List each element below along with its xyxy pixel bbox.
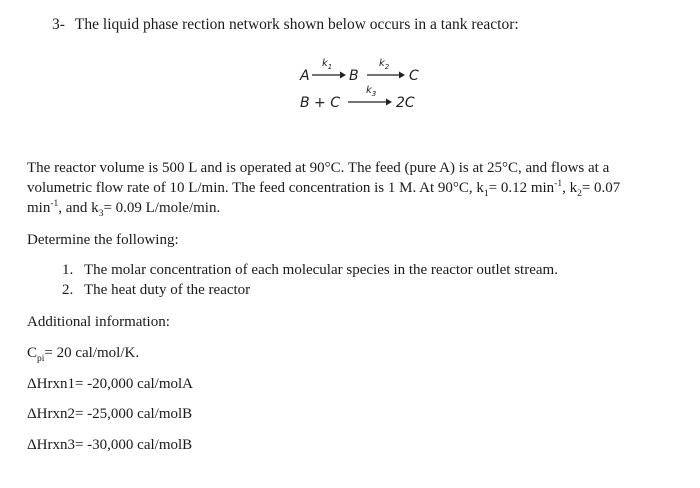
k3-sub: 3 [371, 90, 377, 98]
k3-letter: k [366, 85, 372, 96]
list-item [62, 262, 558, 282]
species-c: C [409, 68, 419, 84]
list-item-number: 2. [62, 282, 74, 298]
desc-k3-sub: 3 [98, 209, 104, 219]
description-line-1: The reactor volume is 500 L and is operated at 90°C. The feed (pure A) is at 25°C, and flows at a [27, 160, 610, 176]
desc-line2-c: , k [562, 180, 578, 196]
desc-line3-b: , and k [58, 200, 99, 216]
species-b: B [349, 68, 359, 84]
desc-line2-b: = 0.12 min [488, 180, 555, 196]
arrow-k3-icon [348, 97, 392, 107]
k1-sub: 1 [327, 63, 333, 71]
task-intro: Determine the following: [27, 232, 179, 248]
additional-title: Additional information: [27, 314, 170, 330]
arrow-k2-icon [367, 70, 405, 80]
reaction-scheme [0, 0, 700, 120]
description-line-3 [27, 198, 677, 218]
desc-k1-sub: 1 [483, 189, 489, 199]
k2-letter: k [379, 58, 385, 69]
question-heading-text: The liquid phase rection network shown below occurs in a tank reactor: [74, 16, 519, 33]
heat-capacity [27, 345, 139, 362]
reaction-2-lhs: B + C [300, 95, 341, 111]
desc-line2-d: = 0.07 [581, 180, 621, 196]
cp-subscript: pi [37, 354, 45, 364]
desc-k2-sub: 2 [577, 189, 582, 199]
list-item-number: 1. [62, 262, 74, 278]
enthalpy-rxn-3: ΔHrxn3= -30,000 cal/molB [27, 437, 193, 453]
desc-exp2: -1 [50, 199, 59, 209]
list-item-text: The heat duty of the reactor [84, 282, 251, 298]
desc-line3-a: min [27, 200, 51, 216]
problem-description [27, 158, 677, 218]
enthalpy-rxn-1: ΔHrxn1= -20,000 cal/molA [27, 376, 193, 392]
desc-line3-c: = 0.09 L/mole/min. [103, 200, 221, 216]
k2-sub: 2 [384, 63, 390, 71]
k1-letter: k [322, 58, 328, 69]
question-number: 3- [52, 16, 65, 33]
arrow-k1-icon [312, 70, 346, 80]
enthalpy-rxn-2: ΔHrxn2= -25,000 cal/molB [27, 406, 193, 422]
desc-exp1: -1 [554, 179, 563, 189]
reaction-2-rhs: 2C [396, 95, 415, 111]
species-a: A [300, 68, 310, 84]
desc-line2-a: volumetric flow rate of 10 L/min. The feed concentration is 1 M. At 90°C, k [27, 180, 484, 196]
list-item [62, 282, 558, 302]
cp-symbol: C [27, 345, 38, 361]
list-item-text: The molar concentration of each molecular species in the reactor outlet stream. [84, 262, 558, 278]
description-line-2 [27, 178, 677, 198]
cp-value: = 20 cal/mol/K. [44, 345, 140, 361]
task-list [62, 262, 558, 302]
